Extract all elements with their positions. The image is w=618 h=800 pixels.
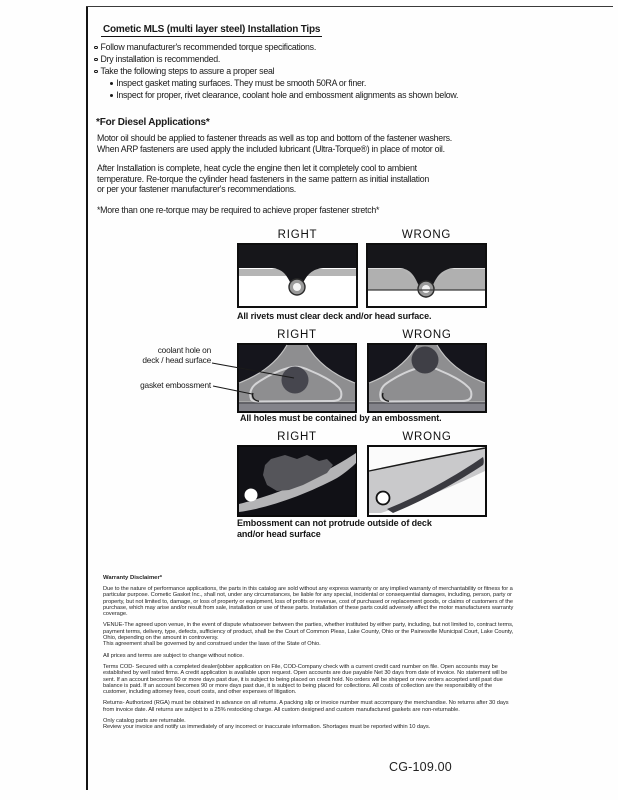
page-edge-line-horizontal — [86, 6, 613, 7]
disclaimer-heading: Warranty Disclaimer* — [103, 575, 163, 581]
row1-caption: All rivets must clear deck and/or head surface. — [237, 311, 432, 321]
right-label-row2: RIGHT — [277, 329, 317, 341]
tip-item — [94, 65, 458, 77]
disclaimer-paragraph: VENUE-The agreed upon venue, in the event of dispute whatsoever between the parties, whether instituted by either party, including, but not limited to, contract terms, payment terms, delivery, type, defects, sufficiency of product, shall be the Court of Common Pleas, Lake County, Ohio or the Painesville Municipal Court, Lake County, Ohio, depending on the amount in controversy. — [103, 622, 514, 642]
wrong-label-row2: WRONG — [402, 329, 452, 341]
paragraph-line: or per your fastener manufacturer's recommendations. — [97, 184, 296, 194]
disclaimer-paragraph: Returns- Authorized (RGA) must be obtained in advance on all returns. A packing slip or invoice number must accompany the merchandise. No returns after 30 days from invoice date. All returns are subject to a 25% restocking charge. All custom designed and custom manufactured gaskets are non-returnable. — [103, 700, 509, 713]
tip-text: Follow manufacturer's recommended torque specifications. — [100, 42, 317, 52]
disclaimer-paragraph: This agreement shall be governed by and construed under the laws of the State of Ohio. — [103, 641, 321, 648]
callout-line: coolant hole on — [157, 345, 211, 355]
paragraph-line: After Installation is complete, heat cycle the engine then let it completely cool to ambient — [97, 163, 417, 173]
diagram-protrusion-wrong — [367, 445, 487, 517]
tip-sub-item — [110, 89, 458, 101]
paragraph-line: Motor oil should be applied to fastener threads as well as top and bottom of the fastener washers. — [97, 133, 452, 143]
disclaimer-paragraph: Only catalog parts are returnable. — [103, 718, 186, 725]
diesel-paragraph-1 — [97, 133, 452, 154]
tip-text: Dry installation is recommended. — [100, 54, 221, 64]
page-title: Cometic MLS (multi layer steel) Installation Tips — [103, 24, 321, 35]
disclaimer-paragraph: Terms COD- Secured with a completed dealer/jobber application on File, COD-Company check with a current credit card number on file. Open accounts may be established by well rated firms. A credit application is available upon request. Open accounts are due payable Net 30 days from date of invoice. No statement will be sent. If an account becomes 60 or more days past due, it is subject to being placed on credit hold. No orders will be shipped or new orders accepted until past due balance is paid. If an account becomes 90 or more days past due, it is subject to being placed for collections. All costs of collection are the responsibility of the customer, including attorney fees, court costs, and other expenses of litigation. — [103, 663, 508, 696]
row3-caption — [237, 518, 432, 540]
diagram-rivet-wrong — [366, 243, 487, 308]
diesel-paragraph-2 — [97, 163, 429, 195]
row2-caption: All holes must be contained by an embossment. — [240, 413, 442, 423]
diesel-section-heading: *For Diesel Applications* — [96, 117, 210, 128]
tip-item — [94, 53, 458, 65]
coolant-hole-callout — [110, 346, 211, 365]
page-edge-line-vertical — [86, 6, 88, 790]
diagram-rivet-right — [237, 243, 358, 308]
disclaimer-paragraph: Due to the nature of performance applications, the parts in this catalog are sold without any express warranty or any implied warranty of merchantability or fitness for a particular purpose. Cometic Gasket Inc., shall not, under any circumstances, be liable for any special, incidental or consequential damages, including, person, party or property, but not limited to, damage, or loss of property or equipment, loss of profits or revenue, cost of purchased or replacement goods, or claims of customers of the purchase, which may arise and/or result from sale, installation or use of these parts. Installation of these parts could adversely affect the motor manufacturers warranty coverage. — [103, 586, 514, 618]
wrong-label-row1: WRONG — [401, 229, 452, 241]
warranty-disclaimer — [103, 575, 517, 736]
dot-bullet-icon — [110, 94, 113, 97]
tip-text: Inspect for proper, rivet clearance, coolant hole and embossment alignments as shown below. — [116, 90, 459, 100]
disclaimer-paragraph: Review your invoice and notify us immediately of any incorrect or inaccurate information. Shortages must be reported within 10 days. — [103, 724, 431, 731]
disclaimer-paragraph: All prices and terms are subject to change without notice. — [103, 652, 244, 659]
paragraph-line: When ARP fasteners are used apply the included lubricant (Ultra-Torque®) in place of motor oil. — [97, 143, 445, 154]
right-label-row3: RIGHT — [277, 431, 317, 443]
caption-line: and/or head surface — [237, 529, 321, 539]
diagram-protrusion-right — [237, 445, 357, 517]
callout-line: deck / head surface — [142, 354, 211, 365]
gasket-embossment-callout: gasket embossment — [140, 380, 211, 390]
diagram-embossment-right — [237, 343, 357, 413]
circle-bullet-icon — [94, 70, 98, 74]
circle-bullet-icon — [94, 58, 98, 62]
tip-text: Inspect gasket mating surfaces. They must be smooth 50RA or finer. — [116, 78, 367, 88]
retorque-note: *More than one re-torque may be required to achieve proper fastener stretch* — [97, 205, 380, 215]
caption-line: Embossment can not protrude outside of deck — [237, 518, 432, 528]
dot-bullet-icon — [110, 82, 113, 85]
tip-item — [94, 41, 458, 53]
tip-text: Take the following steps to assure a proper seal — [100, 66, 275, 76]
catalog-page-code: CG-109.00 — [389, 760, 452, 774]
tip-sub-item — [110, 77, 458, 89]
wrong-label-row3: WRONG — [402, 431, 452, 443]
paragraph-line: temperature. Re-torque the cylinder head fasteners in the same pattern as initial installation — [97, 173, 429, 184]
diagram-embossment-wrong — [367, 343, 487, 413]
circle-bullet-icon — [94, 46, 98, 50]
tips-list — [94, 41, 458, 101]
right-label-row1: RIGHT — [277, 229, 318, 241]
